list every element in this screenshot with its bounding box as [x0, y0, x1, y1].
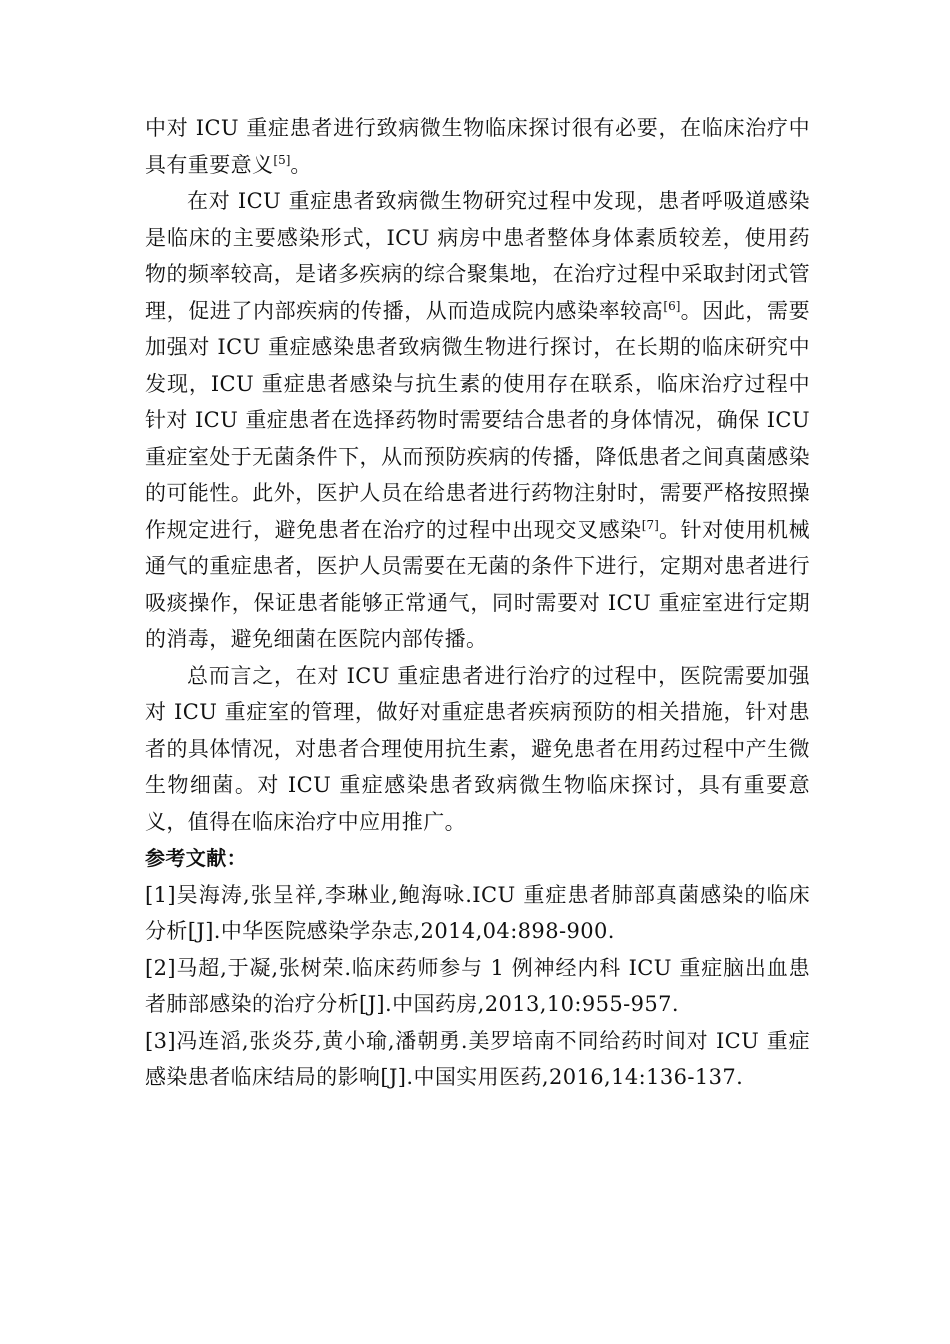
citation-5: [5] — [273, 152, 291, 167]
paragraph-2-part-b: 。因此，需要加强对 ICU 重症感染患者致病微生物进行探讨，在长期的临床研究中发现，ICU 重症患者感染与抗生素的使用存在联系，临床治疗过程中针对 ICU 重症患者在选择药物时需要结合患者的身体情况，确保 ICU 重症室处于无菌条件下，从而预防疾病的传播，降低患者之间真菌感染的可能性。此外，医护人员在给患者进行药物注射时，需要严格按照操作规定进行，避免患者在治疗的过程中出现交叉感染 — [145, 298, 810, 542]
paragraph-2-part-c: 。针对使用机械通气的重症患者，医护人员需要在无菌的条件下进行，定期对患者进行吸痰操作，保证患者能够正常通气，同时需要对 ICU 重症室进行定期的消毒，避免细菌在医院内部传播。 — [145, 517, 810, 651]
paragraph-1 — [145, 110, 810, 183]
paragraph-2 — [145, 183, 810, 658]
references-heading: 参考文献： — [145, 846, 247, 870]
reference-item-2: [2]马超,于凝,张树荣.临床药师参与 1 例神经内科 ICU 重症脑出血患者肺部感染的治疗分析[J].中国药房,2013,10:955-957. — [145, 955, 810, 1016]
reference-item-3: [3]冯连滔,张炎芬,黄小瑜,潘朝勇.美罗培南不同给药时间对 ICU 重症感染患者临床结局的影响[J].中国实用医药,2016,14:136-137. — [145, 1028, 810, 1089]
citation-7: [7] — [641, 517, 659, 532]
paragraph-1-text: 中对 ICU 重症患者进行致病微生物临床探讨很有必要，在临床治疗中具有重要意义 — [145, 116, 810, 177]
paragraph-1-end: 。 — [290, 152, 312, 177]
paragraph-2-part-a: 在对 ICU 重症患者致病微生物研究过程中发现，患者呼吸道感染是临床的主要感染形式，ICU 病房中患者整体身体素质较差，使用药物的频率较高，是诸多疾病的综合聚集地，在治疗过程中采取封闭式管理，促进了内部疾病的传播，从而造成院内感染率较高 — [145, 189, 810, 323]
article-body — [145, 110, 810, 1096]
paragraph-3: 总而言之，在对 ICU 重症患者进行治疗的过程中，医院需要加强对 ICU 重症室的管理，做好对重症患者疾病预防的相关措施，针对患者的具体情况，对患者合理使用抗生素，避免患者在用药过程中产生微生物细菌。对 ICU 重症感染患者致病微生物临床探讨，具有重要意义，值得在临床治疗中应用推广。 — [145, 663, 810, 834]
reference-item-1: [1]吴海涛,张呈祥,李琳业,鲍海咏.ICU 重症患者肺部真菌感染的临床分析[J].中华医院感染学杂志,2014,04:898-900. — [145, 882, 810, 943]
citation-6: [6] — [663, 298, 681, 313]
